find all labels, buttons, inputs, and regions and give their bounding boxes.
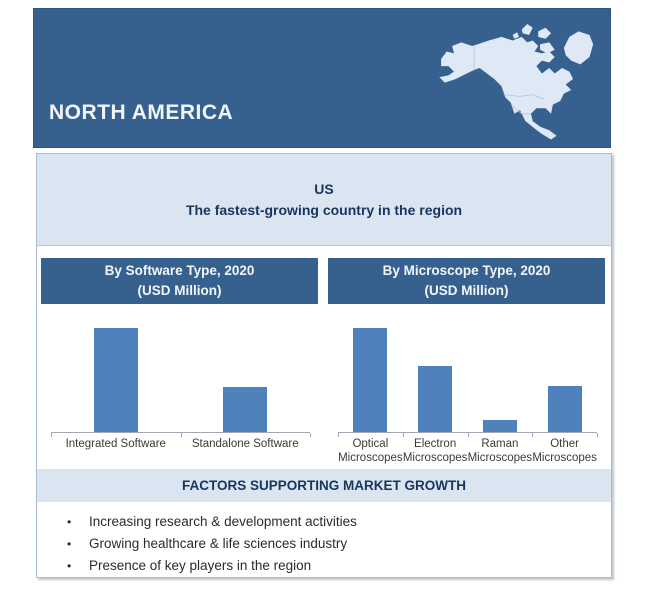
factor-text: Increasing research & development activities [89,514,357,529]
spacer [37,246,611,258]
bullet-dot-icon: • [67,559,72,573]
bar-column [181,387,311,432]
microscope-type-bar-chart [338,304,597,469]
bar-column [338,328,403,432]
bar-column [403,366,468,432]
category-label: Other Microscopes [532,438,597,464]
bar-column [468,420,533,432]
highlight-subtitle: The fastest-growing country in the region [185,202,463,218]
category-label: Standalone Software [191,438,299,450]
us-highlight-band [37,154,611,246]
bar [353,328,387,432]
content-container [36,153,612,578]
category-label: Integrated Software [65,438,166,450]
north-america-map-icon [432,14,606,144]
category-axis [338,433,597,465]
bullet-dot-icon: • [67,515,72,529]
software-type-title-bar [41,258,318,304]
category-label: Electron Microscopes [402,438,468,464]
factor-item [67,555,591,577]
category-label: Raman Microscopes [467,438,533,464]
software-type-panel [37,258,324,469]
chart-title-line2: (USD Million) [424,283,509,298]
microscope-type-title-bar [328,258,605,304]
factor-item [67,511,591,533]
axis-tick-icon [597,433,598,437]
plot-area [338,304,597,433]
axis-tick-icon [532,433,533,437]
factors-title: FACTORS SUPPORTING MARKET GROWTH [37,469,611,502]
axis-tick-icon [181,433,182,437]
axis-tick-icon [51,433,52,437]
bar [223,387,267,432]
category-label: Optical Microscopes [338,438,403,464]
factors-list [37,502,611,577]
axis-tick-icon [310,433,311,437]
chart-title-line2: (USD Million) [137,283,222,298]
axis-tick-icon [403,433,404,437]
region-header [33,8,611,148]
chart-title-line1: By Software Type, 2020 [104,263,255,278]
software-type-bar-chart [51,304,310,469]
microscope-type-panel [324,258,611,469]
highlight-country: US [314,181,334,197]
bullet-dot-icon: • [67,537,72,551]
bar-column [51,328,181,432]
factor-text: Growing healthcare & life sciences industry [89,536,348,551]
page-title: NORTH AMERICA [49,101,234,124]
bar [483,420,517,432]
axis-tick-icon [338,433,339,437]
chart-title-line1: By Microscope Type, 2020 [382,263,551,278]
bar [418,366,452,432]
factor-text: Presence of key players in the region [89,558,312,573]
bar [94,328,138,432]
chart-panels [37,258,611,469]
plot-area [51,304,310,433]
bar-column [532,386,597,432]
bar [548,386,582,432]
factor-item [67,533,591,555]
axis-tick-icon [468,433,469,437]
